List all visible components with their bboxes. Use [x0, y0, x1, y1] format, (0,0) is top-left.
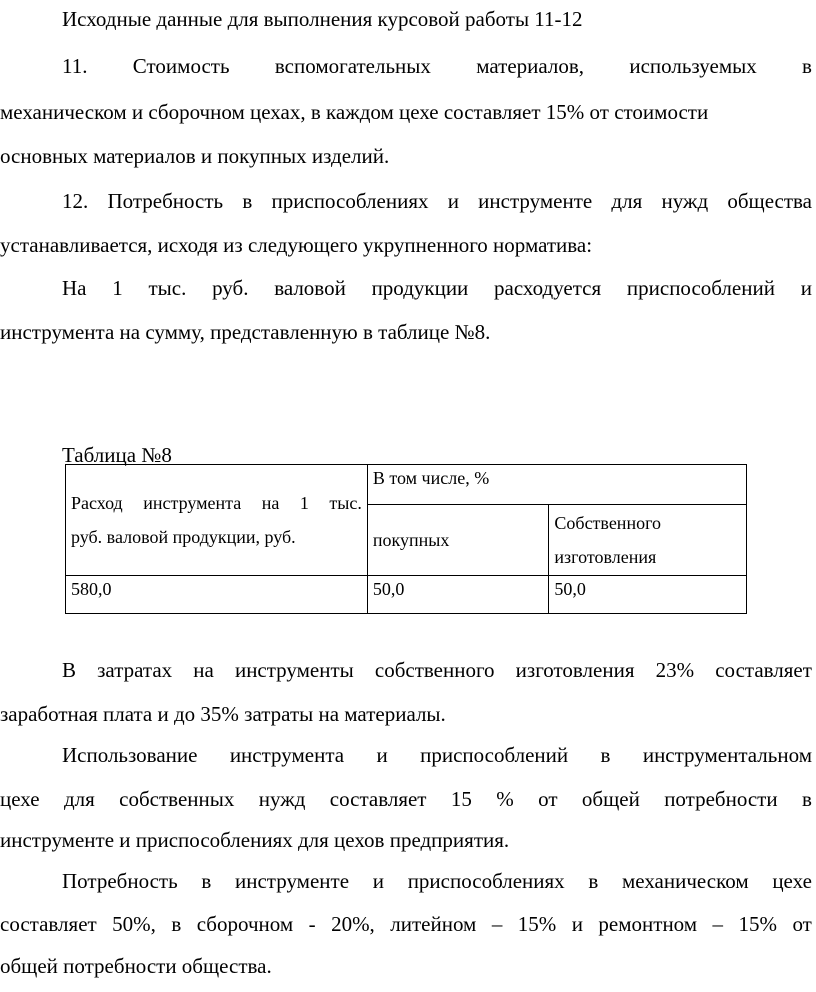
word: тыс. — [329, 493, 362, 513]
table-header-own-made-line-2: изготовления — [554, 547, 657, 567]
para-usage-line-1 — [62, 741, 812, 769]
word: от — [792, 912, 812, 936]
para-usage-line-3: инструменте и приспособлениях для цехов предприятия. — [0, 828, 510, 852]
word: затратах — [97, 658, 173, 682]
document-title: Исходные данные для выполнения курсовой работы 11-12 — [62, 7, 583, 31]
word: и — [571, 912, 583, 936]
word: нужд — [661, 189, 709, 213]
word: ремонтном — [598, 912, 698, 936]
word: приспособлений — [420, 743, 569, 767]
word: инструментальном — [642, 743, 812, 767]
word: и — [376, 743, 388, 767]
word: – — [491, 912, 503, 936]
para-11-line-2: механическом и сборочном цехах, в каждом цехе составляет 15% от стоимости — [0, 100, 709, 124]
word: механическом — [622, 869, 749, 893]
para-11-line-3: основных материалов и покупных изделий. — [0, 144, 390, 168]
word: используемых — [629, 54, 757, 78]
word: Использование — [62, 743, 198, 767]
table-caption: Таблица №8 — [62, 443, 172, 467]
word: изготовления — [515, 658, 635, 682]
word: – — [712, 912, 724, 936]
table-cell-expense: 580,0 — [66, 576, 368, 614]
table-header-group: В том числе, % — [367, 465, 746, 505]
table-header-expense — [66, 465, 368, 576]
word: руб. — [212, 276, 249, 300]
word: 11. — [62, 54, 88, 78]
word: 20%, — [331, 912, 375, 936]
word: тыс. — [148, 276, 187, 300]
word: 15 — [450, 787, 472, 811]
word: приспособлениях — [407, 869, 565, 893]
para-usage-line-2 — [0, 785, 812, 813]
word: сборочном — [196, 912, 294, 936]
word: - — [308, 912, 316, 936]
word: Потребность — [107, 189, 224, 213]
word: 15% — [738, 912, 777, 936]
word: в — [242, 189, 253, 213]
word: составляет — [329, 787, 427, 811]
word: расходуется — [494, 276, 602, 300]
word: и — [372, 869, 384, 893]
para-need-line-3: общей потребности общества. — [0, 954, 272, 978]
word: на — [261, 493, 280, 513]
word: 12. — [62, 189, 89, 213]
word: приспособлений — [626, 276, 775, 300]
word: для — [63, 787, 95, 811]
word: составляет — [715, 658, 812, 682]
word: в — [201, 869, 212, 893]
para-12-line-2: устанавливается, исходя из следующего укрупненного норматива: — [0, 233, 593, 257]
word: На — [62, 276, 87, 300]
table-cell-purchased: 50,0 — [367, 576, 549, 614]
word: в — [171, 912, 182, 936]
word: общей — [581, 787, 640, 811]
word: 50%, — [112, 912, 156, 936]
word: Стоимость — [132, 54, 230, 78]
word: общества — [727, 189, 812, 213]
word: цехе — [772, 869, 812, 893]
word: 1 — [112, 276, 123, 300]
word: нужд — [258, 787, 306, 811]
word: вспомогательных — [274, 54, 431, 78]
word: инструменты — [234, 658, 354, 682]
table-header-own-made-line-1: Собственного — [554, 513, 662, 533]
word: литейном — [390, 912, 477, 936]
word: % — [496, 787, 514, 811]
word: В — [62, 658, 77, 682]
word: Потребность — [62, 869, 178, 893]
word: инструменте — [235, 869, 350, 893]
table-header-purchased: покупных — [367, 505, 549, 576]
word: инструмента — [229, 743, 345, 767]
table-header-expense-line-2: руб. валовой продукции, руб. — [71, 527, 296, 547]
word: инструменте — [478, 189, 593, 213]
para-norm-line-2: инструмента на сумму, представленную в таблице №8. — [0, 320, 491, 344]
word: в — [588, 869, 599, 893]
para-12-line-1 — [62, 187, 812, 215]
word: 23% — [655, 658, 695, 682]
word: составляет — [0, 912, 97, 936]
para-norm-line-1 — [62, 274, 812, 302]
word: 1 — [299, 493, 309, 513]
word: приспособлениях — [271, 189, 429, 213]
word: инструмента — [143, 493, 242, 513]
word: в — [801, 787, 812, 811]
table-header-own-made — [549, 505, 747, 576]
word: 15% — [517, 912, 557, 936]
word: в — [600, 743, 611, 767]
word: на — [193, 658, 214, 682]
word: валовой — [274, 276, 346, 300]
word: продукции — [371, 276, 469, 300]
para-11-line-1 — [62, 52, 812, 80]
para-need-line-1 — [62, 867, 812, 895]
word: и — [800, 276, 812, 300]
word: собственного — [374, 658, 495, 682]
word: для — [611, 189, 643, 213]
word: Расход — [71, 493, 123, 513]
word: материалов, — [476, 54, 585, 78]
word: в — [802, 54, 812, 78]
para-costs-line-2: заработная плата и до 35% затраты на материалы. — [0, 702, 446, 726]
word: от — [538, 787, 558, 811]
table-header-expense-line-1 — [71, 486, 362, 520]
word: потребности — [664, 787, 778, 811]
para-costs-line-1 — [62, 656, 812, 684]
para-need-line-2 — [0, 910, 812, 938]
word: цехе — [0, 787, 40, 811]
table-cell-own-made: 50,0 — [549, 576, 747, 614]
tool-expense-table — [65, 464, 747, 614]
word: собственных — [119, 787, 235, 811]
word: и — [447, 189, 459, 213]
